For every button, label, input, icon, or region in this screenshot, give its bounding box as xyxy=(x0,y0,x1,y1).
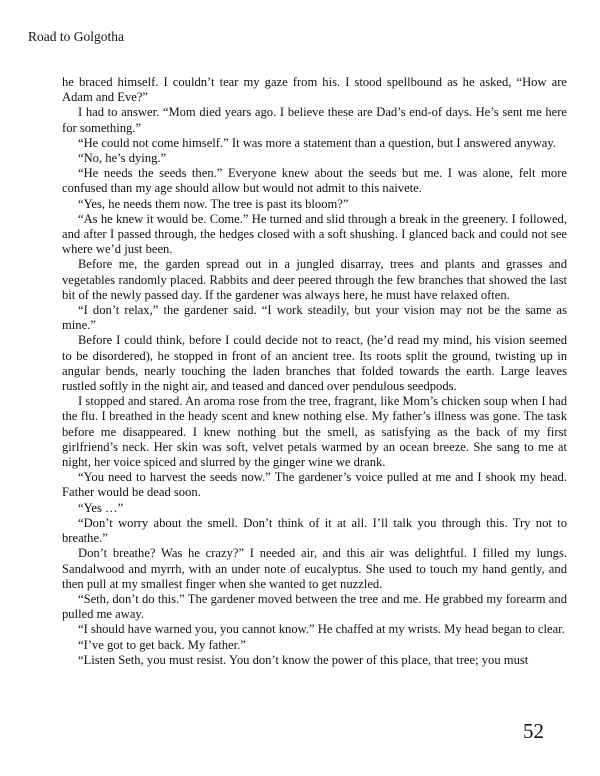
paragraph: “He needs the seeds then.” Everyone knew about the seeds but me. I was alone, felt more confused than my age should allow but would not admit to this naivete. xyxy=(62,166,567,196)
paragraph: “Don’t worry about the smell. Don’t think of it at all. I’ll talk you through this. Try not to breathe.” xyxy=(62,515,567,546)
paragraph: I had to answer. “Mom died years ago. I believe these are Dad’s end-of days. He’s sent me here for something.” xyxy=(62,105,567,135)
paragraph: “He could not come himself.” It was more a statement than a question, but I answered anyway. xyxy=(78,135,556,150)
running-head: Road to Golgotha xyxy=(28,29,124,44)
paragraph: Before me, the garden spread out in a jungled disarray, trees and plants and grasses and vegetables randomly placed. Rabbits and deer peered through the few branches that showed the last bit of the newly passed day. If the gardener was always here, he must have relaxed often. xyxy=(62,257,567,302)
paragraph: “I don’t relax,” the gardener said. “I work steadily, but your vision may not be the same as mine.” xyxy=(62,303,567,333)
paragraph: “Yes, he needs them now. The tree is past its bloom?” xyxy=(78,196,349,211)
paragraph: I stopped and stared. An aroma rose from the tree, fragrant, like Mom’s chicken soup when I had the flu. I breathed in the heady scent and knew nothing else. My father’s illness was gone. The task before me disappeared. I knew nothing but the smell, as satisfying as the back of my first girlfriend’s neck. Her skin was soft, velvet petals warmed by an ocean breeze. She sang to me at night, her voice spiced and slurred by the ginger wine we drank. xyxy=(62,394,567,470)
paragraph: Don’t breathe? Was he crazy?” I needed air, and this air was delightful. I filled my lungs. Sandalwood and myrrh, with an under note of eucalyptus. She used to touch my hand gently, and then pull at my smallest finger when she wanted to get nuzzled. xyxy=(62,546,567,591)
paragraph: “Yes …” xyxy=(78,500,124,515)
paragraph: “I’ve got to get back. My father.” xyxy=(78,637,246,652)
paragraph: “As he knew it would be. Come.” He turned and slid through a break in the greenery. I followed, and after I passed through, the hedges closed with a soft shushing. I glanced back and could not see where we’d just been. xyxy=(62,211,567,257)
body-text xyxy=(62,75,567,668)
paragraph: “You need to harvest the seeds now.” The gardener’s voice pulled at me and I shook my head. Father would be dead soon. xyxy=(62,470,567,500)
paragraph: “Listen Seth, you must resist. You don’t know the power of this place, that tree; you must xyxy=(78,652,529,667)
page-number: 52 xyxy=(523,719,544,743)
paragraph: Before I could think, before I could decide not to react, (he’d read my mind, his vision seemed to be disordered), he stopped in front of an ancient tree. Its roots split the ground, twisting up in angular bends, nearly touching the laden branches that folded towards the earth. Large leaves rustled softly in the night air, and teased and danced over pendulous seedpods. xyxy=(62,333,567,394)
paragraph: “I should have warned you, you cannot know.” He chaffed at my wrists. My head began to clear. xyxy=(78,622,565,637)
paragraph: he braced himself. I couldn’t tear my gaze from his. I stood spellbound as he asked, “How are Adam and Eve?” xyxy=(62,75,567,105)
paragraph: “Seth, don’t do this.” The gardener moved between the tree and me. He grabbed my forearm and pulled me away. xyxy=(62,591,567,622)
paragraph: “No, he’s dying.” xyxy=(78,151,167,166)
